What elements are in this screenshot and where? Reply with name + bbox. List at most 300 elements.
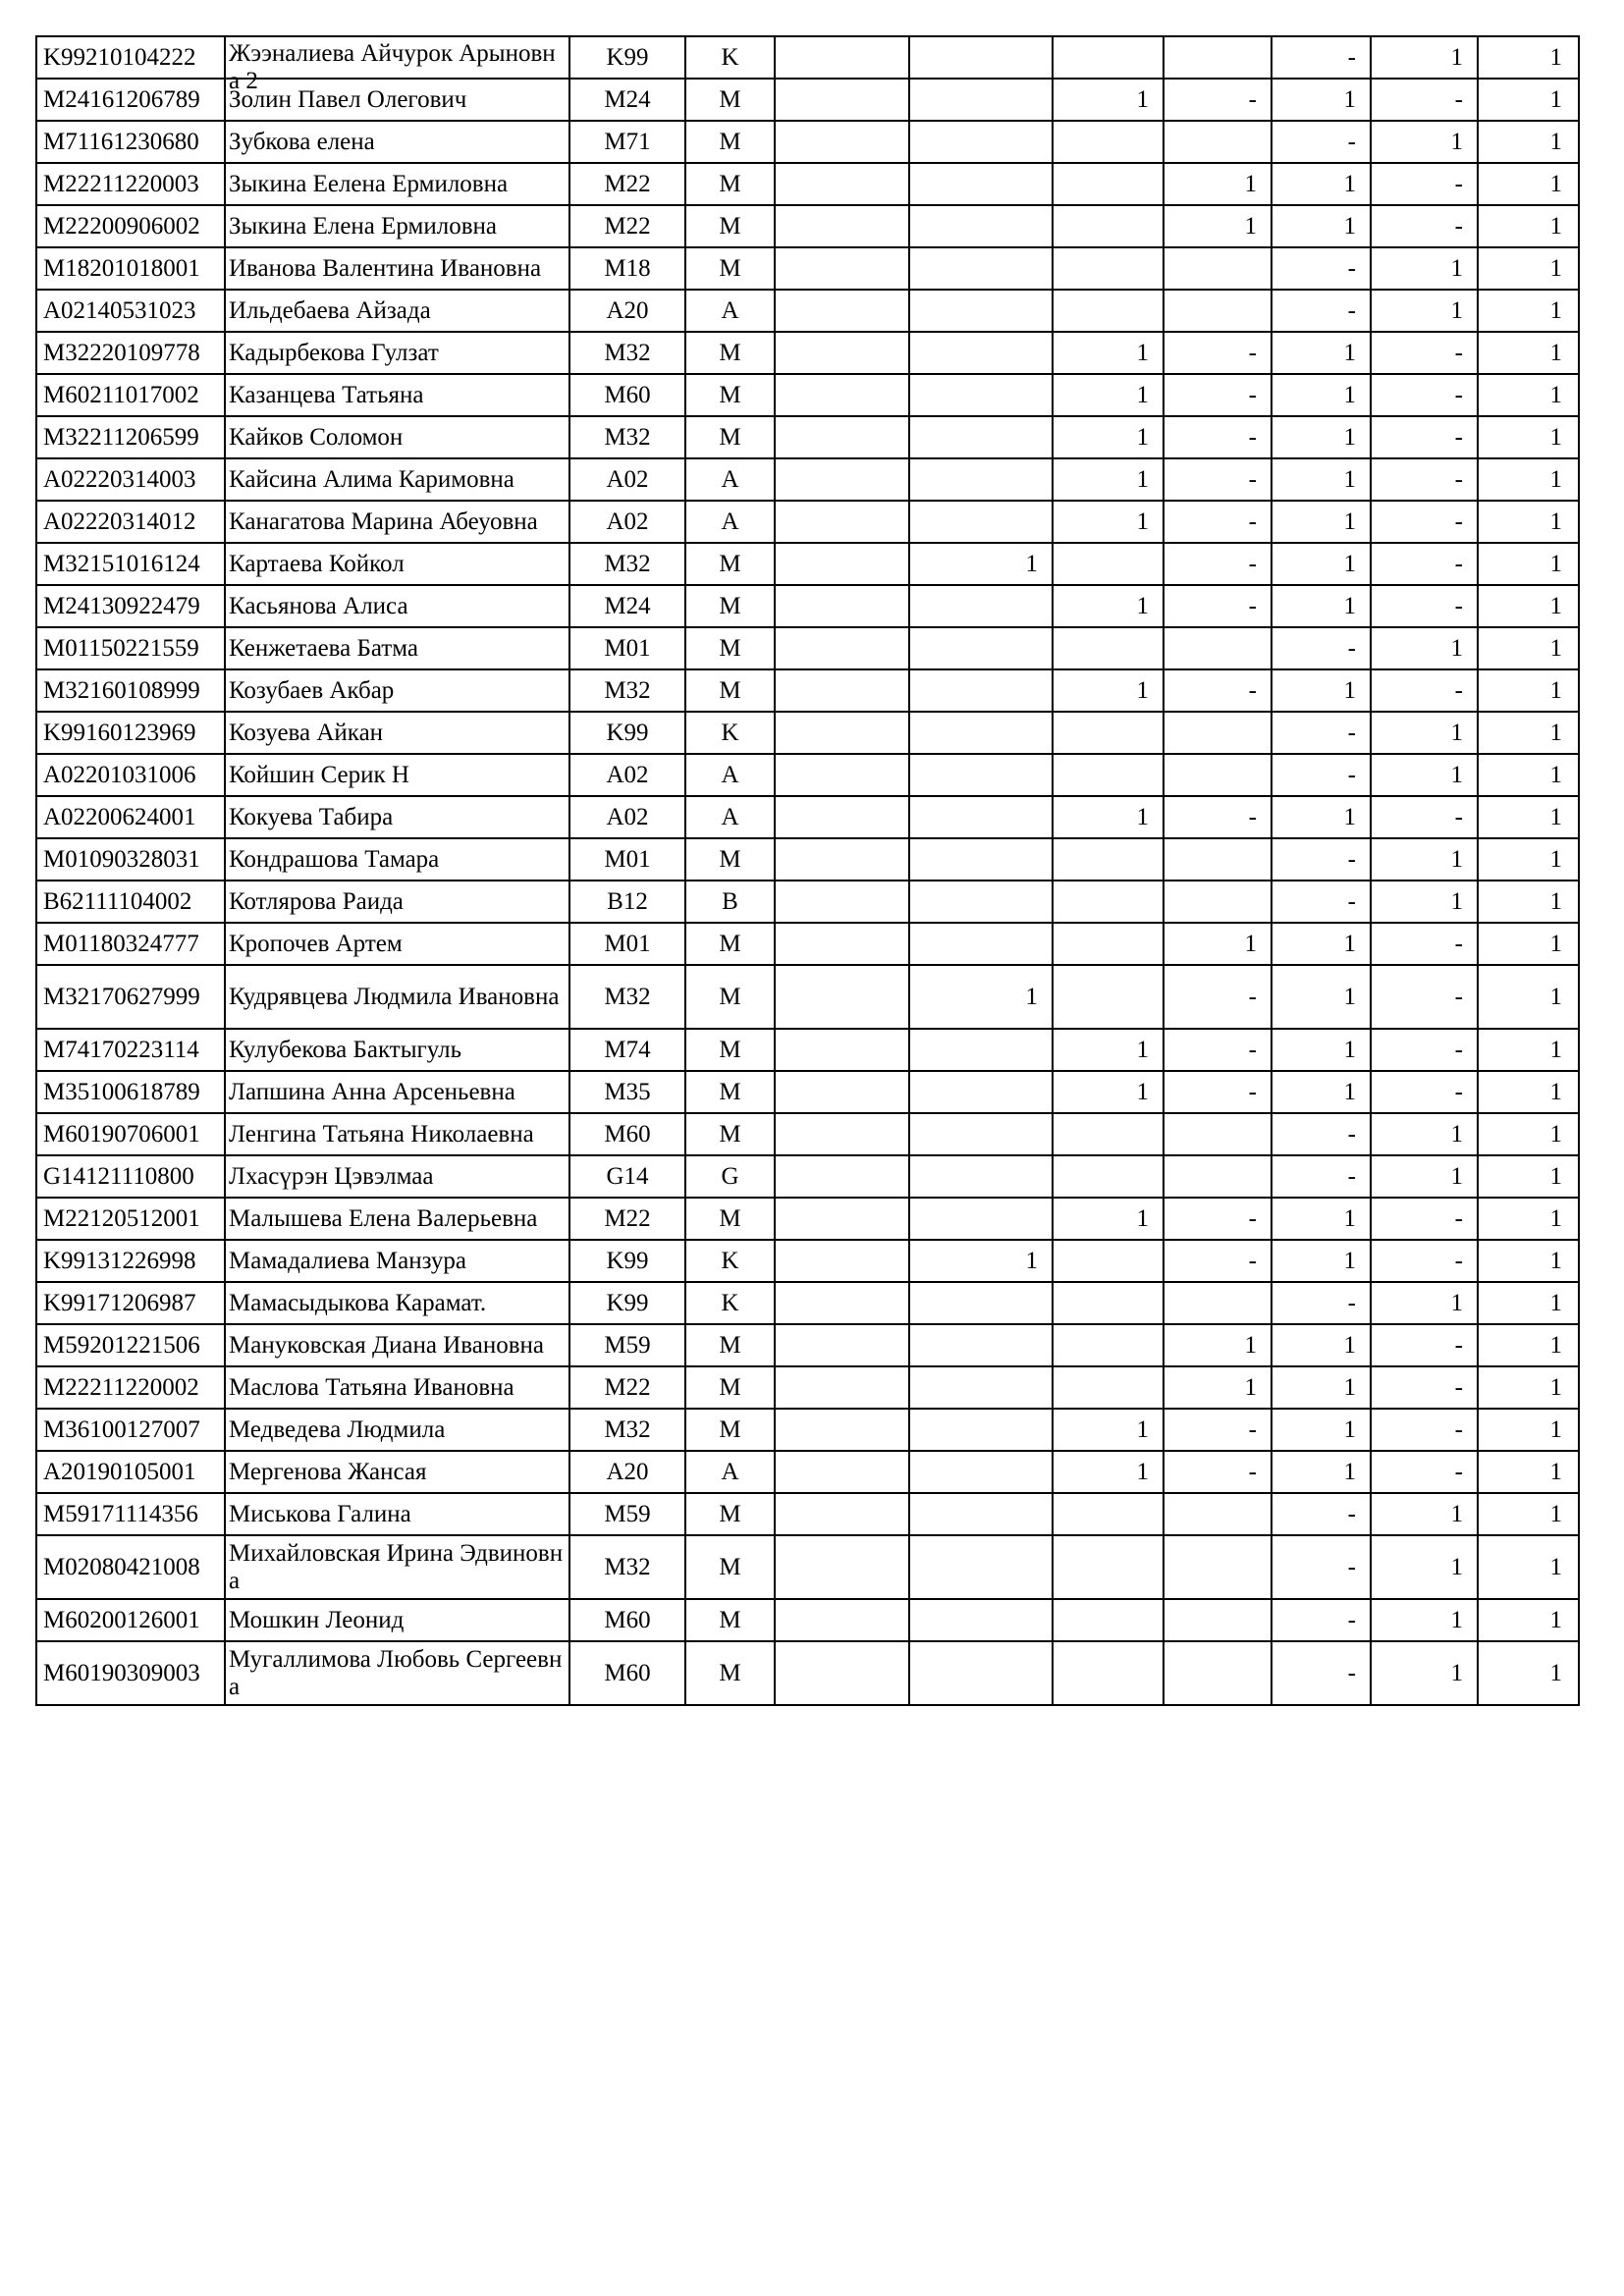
table-row [36, 458, 1579, 501]
group-code-cell: M60 [569, 1113, 685, 1155]
value-col-6-cell: - [1371, 1409, 1478, 1451]
value-col-5-cell: 1 [1272, 205, 1371, 247]
value-col-1-cell [775, 1029, 909, 1071]
record-id-cell: A02220314012 [36, 501, 225, 543]
value-col-5-cell: 1 [1272, 965, 1371, 1029]
total-cell: 1 [1478, 881, 1579, 923]
value-col-6-cell: - [1371, 965, 1478, 1029]
person-name-text: Лхасүрэн Цэвэлмаа [229, 1162, 434, 1190]
value-col-2-cell [909, 247, 1053, 290]
category-cell: M [685, 1071, 775, 1113]
value-col-5-cell: 1 [1272, 501, 1371, 543]
person-name-text: Кокуева Табира [229, 803, 394, 830]
value-col-5-cell: 1 [1272, 1409, 1371, 1451]
table-row [36, 1198, 1579, 1240]
table-row [36, 923, 1579, 965]
value-col-6-cell: 1 [1371, 290, 1478, 332]
person-name-cell [225, 416, 569, 458]
value-col-4-cell: - [1164, 543, 1272, 585]
record-id-cell: M32151016124 [36, 543, 225, 585]
value-col-1-cell [775, 1366, 909, 1409]
value-col-1-cell [775, 965, 909, 1029]
value-col-3-cell [1053, 1493, 1164, 1535]
value-col-3-cell: 1 [1053, 585, 1164, 627]
value-col-3-cell [1053, 881, 1164, 923]
value-col-6-cell: - [1371, 543, 1478, 585]
person-name-text: Касьянова Алиса [229, 592, 408, 619]
table-row [36, 1155, 1579, 1198]
value-col-2-cell [909, 1198, 1053, 1240]
value-col-3-cell [1053, 1324, 1164, 1366]
person-name-cell [225, 754, 569, 796]
group-code-cell: M32 [569, 1409, 685, 1451]
value-col-6-cell: - [1371, 205, 1478, 247]
value-col-2-cell: 1 [909, 1240, 1053, 1282]
total-cell: 1 [1478, 458, 1579, 501]
group-code-cell: M22 [569, 1366, 685, 1409]
person-name-text: Мугаллимова Любовь Сергеевна [229, 1645, 563, 1700]
total-cell: 1 [1478, 754, 1579, 796]
record-id-cell: M59201221506 [36, 1324, 225, 1366]
total-cell: 1 [1478, 1409, 1579, 1451]
person-name-text: Мануковская Диана Ивановна [229, 1331, 544, 1359]
group-code-cell: K99 [569, 1240, 685, 1282]
value-col-4-cell: - [1164, 79, 1272, 121]
person-name-cell [225, 1366, 569, 1409]
total-cell: 1 [1478, 585, 1579, 627]
person-name-text: Золин Павел Олегович [229, 85, 467, 113]
category-cell: M [685, 416, 775, 458]
group-code-cell: M32 [569, 543, 685, 585]
value-col-2-cell [909, 36, 1053, 79]
value-col-6-cell: - [1371, 1198, 1478, 1240]
value-col-1-cell [775, 1155, 909, 1198]
person-name-text: Малышева Елена Валерьевна [229, 1204, 538, 1232]
record-id-cell: A02200624001 [36, 796, 225, 838]
value-col-6-cell: - [1371, 1071, 1478, 1113]
value-col-1-cell [775, 1641, 909, 1705]
person-name-text: Кулубекова Бактыгуль [229, 1036, 462, 1063]
value-col-1-cell [775, 501, 909, 543]
person-name-text: Михайловская Ирина Эдвиновна [229, 1539, 564, 1594]
value-col-6-cell: - [1371, 796, 1478, 838]
value-col-5-cell: - [1272, 1155, 1371, 1198]
table-row [36, 1599, 1579, 1641]
value-col-2-cell [909, 1324, 1053, 1366]
total-cell: 1 [1478, 79, 1579, 121]
category-cell: M [685, 1198, 775, 1240]
person-name-text: Маслова Татьяна Ивановна [229, 1373, 514, 1401]
value-col-4-cell: - [1164, 458, 1272, 501]
value-col-5-cell: 1 [1272, 1240, 1371, 1282]
record-id-cell: A02220314003 [36, 458, 225, 501]
total-cell: 1 [1478, 205, 1579, 247]
value-col-5-cell: - [1272, 712, 1371, 754]
value-col-3-cell: 1 [1053, 1409, 1164, 1451]
total-cell: 1 [1478, 1599, 1579, 1641]
person-name-text: Канагатова Марина Абеуовна [229, 507, 538, 535]
value-col-5-cell: 1 [1272, 1451, 1371, 1493]
person-name-cell [225, 1071, 569, 1113]
person-name-cell [225, 1493, 569, 1535]
total-cell: 1 [1478, 965, 1579, 1029]
value-col-2-cell [909, 163, 1053, 205]
total-cell: 1 [1478, 121, 1579, 163]
value-col-1-cell [775, 163, 909, 205]
value-col-4-cell [1164, 1641, 1272, 1705]
table-row [36, 416, 1579, 458]
table-row [36, 754, 1579, 796]
total-cell: 1 [1478, 1282, 1579, 1324]
value-col-2-cell [909, 332, 1053, 374]
category-cell: A [685, 501, 775, 543]
value-col-6-cell: 1 [1371, 1113, 1478, 1155]
value-col-4-cell: - [1164, 501, 1272, 543]
group-code-cell: M71 [569, 121, 685, 163]
category-cell: A [685, 754, 775, 796]
value-col-5-cell: 1 [1272, 1029, 1371, 1071]
person-name-cell [225, 627, 569, 669]
value-col-3-cell: 1 [1053, 669, 1164, 712]
value-col-4-cell [1164, 838, 1272, 881]
value-col-4-cell [1164, 1113, 1272, 1155]
person-name-text: Котлярова Раида [229, 887, 404, 915]
person-name-text: Кенжетаева Батма [229, 634, 418, 662]
group-code-cell: M60 [569, 374, 685, 416]
value-col-3-cell [1053, 247, 1164, 290]
record-id-cell: M32211206599 [36, 416, 225, 458]
person-name-cell [225, 1535, 569, 1599]
person-name-cell [225, 1029, 569, 1071]
category-cell: M [685, 838, 775, 881]
group-code-cell: M32 [569, 669, 685, 712]
record-id-cell: M59171114356 [36, 1493, 225, 1535]
value-col-6-cell: - [1371, 374, 1478, 416]
value-col-3-cell: 1 [1053, 796, 1164, 838]
value-col-6-cell: - [1371, 669, 1478, 712]
record-id-cell: M22200906002 [36, 205, 225, 247]
table-row [36, 501, 1579, 543]
value-col-1-cell [775, 1240, 909, 1282]
value-col-5-cell: - [1272, 754, 1371, 796]
value-col-4-cell: 1 [1164, 1366, 1272, 1409]
person-name-text: Иванова Валентина Ивановна [229, 254, 542, 282]
total-cell: 1 [1478, 247, 1579, 290]
value-col-5-cell: - [1272, 247, 1371, 290]
value-col-5-cell: - [1272, 881, 1371, 923]
category-cell: K [685, 712, 775, 754]
value-col-6-cell: - [1371, 1324, 1478, 1366]
person-name-cell [225, 838, 569, 881]
person-name-cell [225, 1198, 569, 1240]
value-col-5-cell: 1 [1272, 1071, 1371, 1113]
table-row [36, 205, 1579, 247]
category-cell: M [685, 121, 775, 163]
value-col-1-cell [775, 1282, 909, 1324]
record-id-cell: M60211017002 [36, 374, 225, 416]
record-id-cell: M74170223114 [36, 1029, 225, 1071]
total-cell: 1 [1478, 712, 1579, 754]
group-code-cell: A02 [569, 754, 685, 796]
value-col-5-cell: 1 [1272, 1366, 1371, 1409]
record-id-cell: M35100618789 [36, 1071, 225, 1113]
record-id-cell: M71161230680 [36, 121, 225, 163]
table-row [36, 36, 1579, 79]
value-col-6-cell: 1 [1371, 1282, 1478, 1324]
person-name-cell [225, 374, 569, 416]
person-name-cell [225, 881, 569, 923]
record-id-cell: A02140531023 [36, 290, 225, 332]
total-cell: 1 [1478, 1451, 1579, 1493]
value-col-4-cell: - [1164, 669, 1272, 712]
value-col-3-cell: 1 [1053, 332, 1164, 374]
person-name-cell [225, 796, 569, 838]
table-row [36, 121, 1579, 163]
person-name-cell [225, 1324, 569, 1366]
category-cell: A [685, 1451, 775, 1493]
value-col-6-cell: - [1371, 1240, 1478, 1282]
person-name-text: Картаева Койкол [229, 550, 405, 577]
person-name-cell [225, 247, 569, 290]
total-cell: 1 [1478, 374, 1579, 416]
group-code-cell: M18 [569, 247, 685, 290]
category-cell: M [685, 543, 775, 585]
value-col-3-cell [1053, 1282, 1164, 1324]
value-col-3-cell [1053, 712, 1164, 754]
value-col-1-cell [775, 1409, 909, 1451]
value-col-3-cell [1053, 754, 1164, 796]
category-cell: M [685, 965, 775, 1029]
value-col-1-cell [775, 121, 909, 163]
record-id-cell: M22211220003 [36, 163, 225, 205]
category-cell: M [685, 1409, 775, 1451]
value-col-3-cell: 1 [1053, 1451, 1164, 1493]
value-col-4-cell: 1 [1164, 205, 1272, 247]
record-id-cell: M24130922479 [36, 585, 225, 627]
value-col-2-cell [909, 838, 1053, 881]
value-col-2-cell [909, 1535, 1053, 1599]
group-code-cell: G14 [569, 1155, 685, 1198]
value-col-5-cell: 1 [1272, 458, 1371, 501]
group-code-cell: A20 [569, 290, 685, 332]
value-col-1-cell [775, 1113, 909, 1155]
value-col-4-cell: - [1164, 1409, 1272, 1451]
value-col-5-cell: - [1272, 1282, 1371, 1324]
person-name-text: Зубкова елена [229, 128, 375, 155]
record-id-cell: M01150221559 [36, 627, 225, 669]
value-col-5-cell: 1 [1272, 796, 1371, 838]
value-col-2-cell [909, 627, 1053, 669]
value-col-3-cell [1053, 543, 1164, 585]
value-col-2-cell [909, 1641, 1053, 1705]
value-col-5-cell: 1 [1272, 79, 1371, 121]
value-col-3-cell [1053, 1599, 1164, 1641]
total-cell: 1 [1478, 290, 1579, 332]
table-row [36, 1029, 1579, 1071]
group-code-cell: M60 [569, 1641, 685, 1705]
group-code-cell: M01 [569, 838, 685, 881]
category-cell: A [685, 290, 775, 332]
value-col-5-cell: - [1272, 838, 1371, 881]
group-code-cell: M32 [569, 416, 685, 458]
value-col-2-cell [909, 416, 1053, 458]
value-col-2-cell [909, 1451, 1053, 1493]
category-cell: M [685, 247, 775, 290]
value-col-1-cell [775, 247, 909, 290]
value-col-3-cell [1053, 1113, 1164, 1155]
person-name-text: Миськова Галина [229, 1500, 411, 1527]
group-code-cell: K99 [569, 36, 685, 79]
person-name-cell [225, 712, 569, 754]
table-row [36, 1324, 1579, 1366]
value-col-1-cell [775, 881, 909, 923]
value-col-6-cell: 1 [1371, 627, 1478, 669]
person-name-cell [225, 332, 569, 374]
person-name-text: Мамадалиева Манзура [229, 1247, 467, 1274]
value-col-1-cell [775, 458, 909, 501]
group-code-cell: A02 [569, 796, 685, 838]
value-col-1-cell [775, 1451, 909, 1493]
value-col-6-cell: - [1371, 1029, 1478, 1071]
value-col-1-cell [775, 712, 909, 754]
value-col-2-cell [909, 754, 1053, 796]
value-col-2-cell [909, 923, 1053, 965]
value-col-4-cell: - [1164, 374, 1272, 416]
value-col-5-cell: 1 [1272, 543, 1371, 585]
table-row [36, 79, 1579, 121]
value-col-4-cell [1164, 1155, 1272, 1198]
value-col-5-cell: 1 [1272, 923, 1371, 965]
category-cell: K [685, 1282, 775, 1324]
record-id-cell: A20190105001 [36, 1451, 225, 1493]
record-id-cell: A02201031006 [36, 754, 225, 796]
person-name-text: Кропочев Артем [229, 930, 403, 957]
group-code-cell: A02 [569, 458, 685, 501]
group-code-cell: M32 [569, 965, 685, 1029]
value-col-5-cell: - [1272, 36, 1371, 79]
total-cell: 1 [1478, 1641, 1579, 1705]
value-col-4-cell: 1 [1164, 163, 1272, 205]
value-col-6-cell: 1 [1371, 1155, 1478, 1198]
value-col-4-cell [1164, 247, 1272, 290]
person-name-text: Козуева Айкан [229, 719, 384, 746]
value-col-4-cell: - [1164, 1071, 1272, 1113]
table-row [36, 669, 1579, 712]
group-code-cell: M22 [569, 163, 685, 205]
value-col-5-cell: 1 [1272, 374, 1371, 416]
value-col-3-cell: 1 [1053, 79, 1164, 121]
value-col-5-cell: 1 [1272, 1198, 1371, 1240]
total-cell: 1 [1478, 1535, 1579, 1599]
group-code-cell: M60 [569, 1599, 685, 1641]
table-row [36, 163, 1579, 205]
total-cell: 1 [1478, 1029, 1579, 1071]
person-name-cell [225, 1409, 569, 1451]
value-col-6-cell: 1 [1371, 838, 1478, 881]
value-col-3-cell: 1 [1053, 1071, 1164, 1113]
record-id-cell: M24161206789 [36, 79, 225, 121]
person-name-text: Жээналиева Айчурок Арыновна 2 [229, 39, 556, 94]
table-row [36, 585, 1579, 627]
table-row [36, 1493, 1579, 1535]
category-cell: M [685, 1324, 775, 1366]
value-col-1-cell [775, 838, 909, 881]
person-name-cell [225, 1599, 569, 1641]
person-name-text: Кудрявцева Людмила Ивановна [229, 983, 560, 1010]
record-id-cell: M32220109778 [36, 332, 225, 374]
value-col-4-cell: - [1164, 332, 1272, 374]
value-col-3-cell [1053, 965, 1164, 1029]
group-code-cell: B12 [569, 881, 685, 923]
person-name-cell [225, 121, 569, 163]
person-name-cell [225, 36, 569, 94]
value-col-2-cell [909, 796, 1053, 838]
group-code-cell: K99 [569, 712, 685, 754]
value-col-1-cell [775, 1493, 909, 1535]
value-col-6-cell: - [1371, 501, 1478, 543]
value-col-2-cell: 1 [909, 965, 1053, 1029]
value-col-4-cell [1164, 881, 1272, 923]
record-id-cell: M01090328031 [36, 838, 225, 881]
value-col-4-cell: - [1164, 1240, 1272, 1282]
value-col-5-cell: 1 [1272, 163, 1371, 205]
category-cell: K [685, 1240, 775, 1282]
group-code-cell: M59 [569, 1324, 685, 1366]
group-code-cell: M24 [569, 585, 685, 627]
value-col-3-cell [1053, 838, 1164, 881]
value-col-1-cell [775, 796, 909, 838]
value-col-2-cell [909, 1366, 1053, 1409]
table-row [36, 965, 1579, 1029]
value-col-4-cell [1164, 627, 1272, 669]
table-row [36, 1366, 1579, 1409]
value-col-3-cell [1053, 163, 1164, 205]
total-cell: 1 [1478, 669, 1579, 712]
total-cell: 1 [1478, 1493, 1579, 1535]
value-col-1-cell [775, 627, 909, 669]
value-col-3-cell [1053, 923, 1164, 965]
category-cell: A [685, 458, 775, 501]
total-cell: 1 [1478, 163, 1579, 205]
group-code-cell: M01 [569, 923, 685, 965]
category-cell: M [685, 1113, 775, 1155]
person-name-cell [225, 163, 569, 205]
record-id-cell: M60190706001 [36, 1113, 225, 1155]
value-col-4-cell: - [1164, 1198, 1272, 1240]
value-col-3-cell: 1 [1053, 501, 1164, 543]
person-name-cell [225, 543, 569, 585]
group-code-cell: M01 [569, 627, 685, 669]
person-name-text: Кайков Соломон [229, 423, 404, 451]
value-col-3-cell: 1 [1053, 458, 1164, 501]
record-id-cell: K99131226998 [36, 1240, 225, 1282]
value-col-1-cell [775, 585, 909, 627]
value-col-1-cell [775, 1198, 909, 1240]
value-col-6-cell: - [1371, 923, 1478, 965]
value-col-5-cell: - [1272, 121, 1371, 163]
value-col-4-cell [1164, 1493, 1272, 1535]
person-name-cell [225, 1155, 569, 1198]
person-name-cell [225, 290, 569, 332]
value-col-6-cell: - [1371, 585, 1478, 627]
group-code-cell: M74 [569, 1029, 685, 1071]
value-col-3-cell [1053, 36, 1164, 79]
value-col-4-cell: - [1164, 585, 1272, 627]
person-name-text: Мергенова Жансая [229, 1458, 427, 1485]
value-col-6-cell: 1 [1371, 1493, 1478, 1535]
person-name-text: Медведева Людмила [229, 1415, 446, 1443]
value-col-2-cell: 1 [909, 543, 1053, 585]
